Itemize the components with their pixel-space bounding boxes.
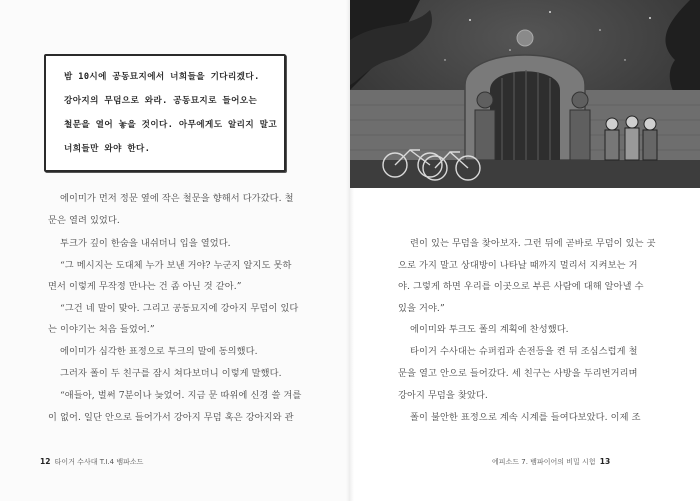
footer-left [38,457,143,467]
text-line: 폴이 불안한 표정으로 계속 시계를 들여다보았다. 이제 조 [410,412,641,423]
text-line: 문을 열고 안으로 들어갔다. 세 친구는 사방을 두리번거리며 [398,368,638,379]
night-scene-image [350,0,700,188]
text-line: “그 메시지는 도대체 누가 보낸 거야? 누군지 알지도 못하 [60,260,292,271]
text-line: 련이 있는 무덤을 찾아보자. 그런 뒤에 곧바로 무덤이 있는 곳 [410,238,656,249]
footer-left-title: 타이거 수사대 T.I.4 뱀파소드 [54,458,144,466]
text-line: “그건 네 말이 맞아. 그리고 공동묘지에 강아지 무덤이 있다 [60,303,299,314]
text-line: 그러자 폴이 두 친구를 잠시 쳐다보더니 이렇게 말했다. [60,368,282,379]
text-line: 는 이야기는 처음 들었어.” [48,324,155,335]
text-line: 으로 가지 말고 상대방이 나타날 때까지 멀리서 지켜보는 거 [398,260,638,271]
page-number-right: 13 [599,457,611,466]
text-line: 투크가 깊이 한숨을 내쉬더니 입을 열었다. [60,238,231,249]
footer-right [492,457,612,467]
footer-right-title: 에피소드 7. 뱀파이어의 비밀 시험 [492,458,596,466]
note-line: 철문을 열어 놓을 것이다. 아무에게도 알리지 말고 [64,120,278,130]
text-line: 강아지 무덤을 찾았다. [398,390,488,401]
note-line: 강아지의 무덤으로 와라. 공동묘지로 들어오는 [64,96,258,106]
text-line: 에이미가 심각한 표정으로 투크의 말에 동의했다. [60,346,258,357]
note-line: 너희들만 와야 한다. [64,144,151,154]
text-line: 면서 이렇게 무작정 만나는 건 좀 아닌 것 같아.” [48,281,242,292]
text-line: 문은 열려 있었다. [48,215,120,226]
text-line: 에이미가 먼저 정문 옆에 작은 철문을 향해서 다가갔다. 철 [60,193,294,204]
note-line: 밤 10시에 공동묘지에서 너희들을 기다리겠다. [64,72,260,82]
text-line: 이 없어. 일단 안으로 들어가서 강아지 무덤 혹은 강아지와 관 [48,412,294,423]
cemetery-gate-illustration [350,0,700,188]
text-line: “애들아, 벌써 7분이나 늦었어. 지금 문 따위에 신경 쓸 겨를 [60,390,302,401]
handwritten-note [44,54,286,172]
text-line: 야. 그렇게 하면 우리를 이곳으로 부른 사람에 대해 알아낼 수 [398,281,644,292]
text-line: 타이거 수사대는 슈퍼컵과 손전등을 켠 뒤 조심스럽게 철 [410,346,638,357]
page-number-left: 12 [40,457,51,466]
text-line: 있을 거야.” [398,303,445,314]
text-line: 에이미와 투크도 폴의 계획에 찬성했다. [410,324,569,335]
